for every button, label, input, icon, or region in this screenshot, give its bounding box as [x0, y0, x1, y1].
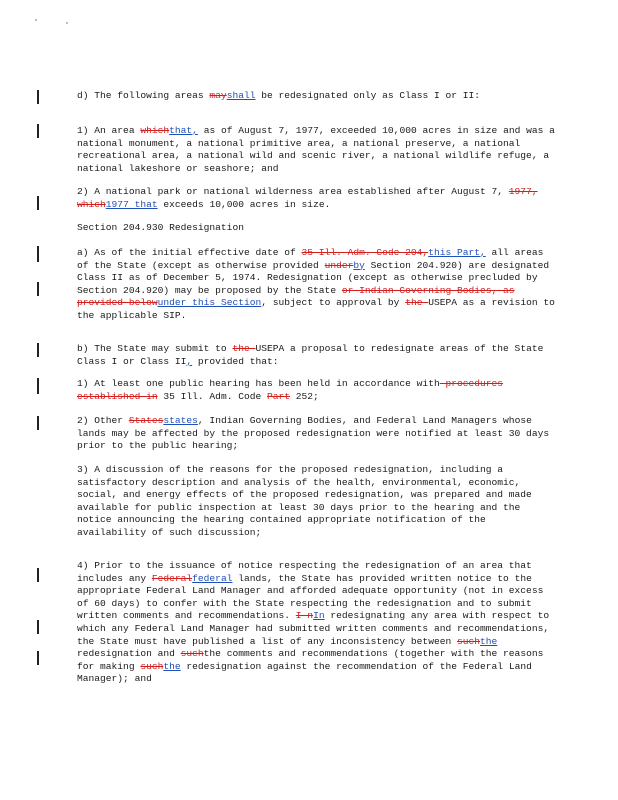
change-bar — [37, 196, 39, 210]
body-text: 3) A discussion of the reasons for the proposed redesignation, including a satisfactory description and analysis of the health, environmental, economic, social, and energy effects of the proposed redesignation, was prepared and made available for public inspection at least 30 days prior to the hearing and the notice announcing the hearing contained appropriate notification of the availability of such discussion; — [77, 464, 532, 538]
change-bar — [37, 378, 39, 394]
inserted-text: federal — [192, 572, 233, 584]
inserted-text: , — [186, 355, 193, 367]
body-text: redesignation and — [77, 648, 181, 660]
body-text: exceeds 10,000 acres in size. — [157, 198, 331, 210]
deleted-text: such — [180, 648, 204, 660]
inserted-text: that, — [169, 125, 198, 136]
inserted-text: states — [163, 415, 198, 426]
inserted-text: 1977 that — [105, 198, 158, 210]
change-bar — [37, 416, 39, 430]
inserted-text: by — [353, 259, 365, 271]
deleted-text: under — [324, 259, 354, 271]
inserted-text: under this Section — [157, 297, 262, 309]
paragraph-d1 — [77, 125, 557, 175]
body-text: provided that: — [192, 355, 279, 367]
body-text: the comments and recommendations (together with the reasons for making — [77, 648, 544, 672]
body-text: d) The following areas — [77, 90, 210, 101]
paragraph-b3 — [77, 464, 557, 540]
inserted-text: the — [480, 635, 498, 647]
body-text: 1) At least one public hearing has been held in accordance with — [77, 378, 440, 389]
deleted-text: procedures established in — [77, 378, 504, 402]
body-text: USEPA a proposal to redesignate areas of the State Class I or Class II — [77, 343, 544, 367]
body-text: USEPA as a revision to the applicable SIP. — [77, 297, 555, 321]
inserted-text: the — [163, 660, 181, 672]
deleted-text: 35 Ill. Adm. Code 204, — [301, 247, 429, 258]
paragraph-b2 — [77, 415, 557, 453]
paragraph-a — [77, 247, 557, 323]
deleted-text: I n — [295, 610, 314, 622]
deleted-text: such — [456, 635, 481, 647]
change-bar — [37, 568, 39, 582]
deleted-text: such — [140, 660, 164, 672]
body-text: 35 Ill. Adm. Code — [157, 390, 267, 402]
change-bar — [37, 90, 39, 104]
deleted-text: may — [209, 90, 227, 101]
body-text: be redesignated only as Class I or II: — [255, 90, 481, 101]
body-text: 1) An area — [77, 125, 141, 136]
paragraph-d — [77, 90, 557, 103]
body-text: , Indian Governing Bodies, and Federal Land Managers whose lands may be affected by the proposed redesignation were notified at least 30 days prior to the public hearing; — [77, 415, 550, 452]
change-bar — [37, 124, 39, 138]
change-bar — [37, 651, 39, 665]
scan-speck — [35, 19, 37, 21]
body-text: lands, the State has provided written notice to the appropriate Federal Land Manager and afforded adequate opportunity (not in excess of 60 days) to confer with the State respecting the redesignation and to submit written comments and recommendations. — [77, 572, 544, 622]
body-text: 2) Other — [77, 415, 129, 426]
body-text: 4) Prior to the issuance of notice respecting the redesignation of an area that includes any — [77, 560, 532, 584]
deleted-text: Federal — [151, 572, 193, 584]
paragraph-b1 — [77, 378, 557, 403]
body-text: a) As of the initial effective date of — [77, 247, 302, 258]
deleted-text: the — [405, 297, 429, 309]
deleted-text: States — [128, 415, 164, 426]
deleted-text: which — [140, 125, 170, 136]
body-text: 2) A national park or national wilderness area established after August 7, — [77, 186, 509, 197]
inserted-text: this Part, — [428, 247, 486, 258]
paragraph-b4 — [77, 560, 557, 686]
paragraph-b — [77, 343, 557, 368]
body-text: Section 204.920) are designated Class II as of December 5, 1974. Redesignation (except as otherwise precluded by Section 204.920) may be proposed by the State — [77, 259, 550, 296]
inserted-text: shall — [226, 90, 256, 101]
body-text: all areas of the State (except as otherwise provided — [77, 247, 544, 271]
body-text: b) The State may submit to — [77, 343, 233, 354]
change-bar — [37, 343, 39, 357]
change-bar — [37, 282, 39, 296]
paragraph-d2 — [77, 186, 557, 211]
deleted-text: Part — [267, 390, 291, 402]
deleted-text: the — [232, 343, 256, 354]
change-bar — [37, 246, 39, 262]
scan-speck — [66, 22, 68, 24]
body-text: 252; — [290, 390, 319, 402]
inserted-text: In — [313, 610, 325, 622]
body-text: redesignating any area with respect to which any Federal Land Manager had submitted written comments and recommendations, the State must have published a list of any inconsistency between — [77, 610, 550, 647]
deleted-text: 1977, which — [77, 186, 538, 210]
body-text: , subject to approval by — [261, 297, 406, 309]
deleted-text: or Indian Governing Bodies, as provided below — [77, 284, 515, 309]
change-bar — [37, 620, 39, 634]
body-text: Section 204.930 Redesignation — [77, 222, 244, 233]
section-heading — [77, 222, 557, 235]
body-text: as of August 7, 1977, exceeded 10,000 acres in size and was a national monument, a national primitive area, a national preserve, a national recreational area, a national wild and scenic river, a national wildlife refuge, a national lakeshore or seashore; and — [77, 125, 555, 174]
body-text: redesignation against the recommendation of the Federal Land Manager); and — [77, 660, 532, 685]
